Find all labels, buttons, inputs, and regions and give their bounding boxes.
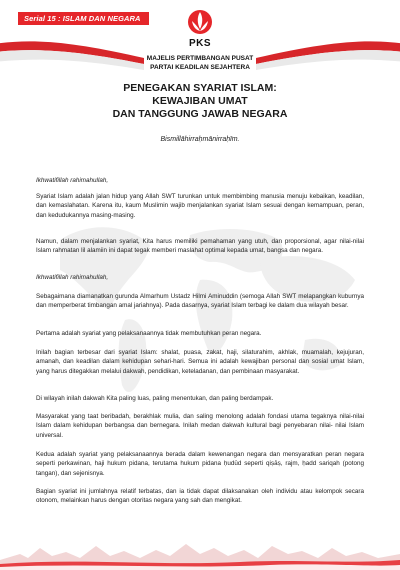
paragraph-5: Sebagaimana diamanatkan gurunda Almarhum Ustadz Hilmi Aminuddin (semoga Allah SWT melapangkan kuburnya dan memperberat timbangan amal jariahnya). Pada dasarnya, syariat Islam terbagi ke dalam dua wilayah besar. (36, 293, 364, 310)
paragraph-6: Pertama adalah syariat yang pelaksanaannya tidak membutuhkan peran negara. (36, 330, 262, 337)
org-line-1: MAJELIS PERTIMBANGAN PUSAT (146, 55, 254, 62)
paragraph-9: Masyarakat yang taat beribadah, berakhlak mulia, dan saling menolong adalah fondasi utama tegaknya nilai-nilai Islam dalam kehidupan berbangsa dan bernegara. Inilah medan dakwah kultural bagi penyebaran nilai- nilai Islam universal. (36, 413, 364, 439)
logo-text: PKS (188, 38, 212, 49)
paragraph-4: Ikhwatifillah rahimahullah, (36, 274, 109, 281)
serial-badge: Serial 15 : ISLAM DAN NEGARA (18, 12, 149, 25)
footer-skyline-decoration (0, 536, 400, 570)
title-line-1: PENEGAKAN SYARIAT ISLAM: (123, 82, 277, 94)
title-line-2: KEWAJIBAN UMAT (152, 95, 248, 107)
paragraph-3: Namun, dalam menjalankan syariat, Kita harus memiliki pemahaman yang utuh, dan proporsional, agar nilai-nilai Islam rahmatan lil alamiin ini dapat tegak memberi maslahat optimal kepada umat, bangsa dan negara. (36, 238, 364, 255)
bismillah: Bismillāhirraḥmānirraḥīm. (160, 136, 240, 143)
paragraph-2: Syariat Islam adalah jalan hidup yang Allah SWT turunkan untuk membimbing manusia menuju kebaikan, keadilan, dan kemaslahatan. Karena itu, kaum Muslimin wajib menjalankan syariat Islam sesuai dengan kemampuan, peran, dan kedudukannya masing-masing. (36, 193, 364, 219)
paragraph-10: Kedua adalah syariat yang pelaksanaannya berada dalam kewenangan negara dan mensyaratkan peran negara seperti perkawinan, haji hukum pidana, terutama hukum pidana ḥudūd seperti qiṣāṣ, rajm, ḥadd sariqah (potong tangan), dan sejenisnya. (36, 451, 364, 477)
title-line-3: DAN TANGGUNG JAWAB NEGARA (112, 108, 288, 120)
paragraph-1: Ikhwatifillah rahimahullah, (36, 177, 109, 184)
org-line-2: PARTAI KEADILAN SEJAHTERA (150, 64, 250, 71)
paragraph-7: Inilah bagian terbesar dari syariat Islam: shalat, puasa, zakat, haji, silaturahim, akhlak, muamalah, kejujuran, amanah, dan keadilan dalam kehidupan sehari-hari. Semua ini adalah kewajiban personal dan sosial umat Islam, yang harus ditegakkan melalui dakwah, pendidikan, keteladanan, dan pembinaan masyarakat. (36, 349, 364, 375)
paragraph-11: Bagian syariat ini jumlahnya relatif terbatas, dan ia tidak dapat dilaksanakan oleh individu atau kelompok secara otonom, melainkan harus dengan otoritas negara yang sah dan mengikat. (36, 488, 364, 505)
paragraph-8: Di wilayah inilah dakwah Kita paling luas, paling menentukan, dan paling berdampak. (36, 395, 274, 402)
